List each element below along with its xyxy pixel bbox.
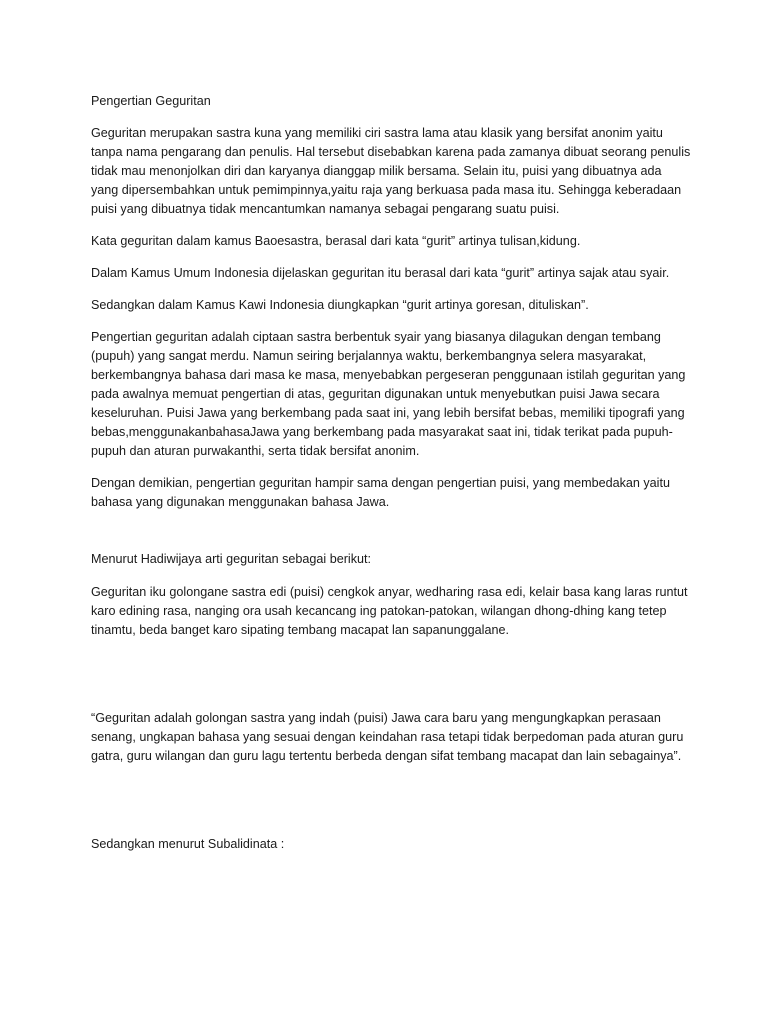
paragraph-hadiwijaya-heading: Menurut Hadiwijaya arti geguritan sebagai berikut: <box>91 552 372 566</box>
paragraph-pengertian: Pengertian geguritan adalah ciptaan sastra berbentuk syair yang biasanya dilagukan dengan tembang (pupuh) yang sangat merdu. Namun seiring berjalannya waktu, berkembangnya selera masyarakat, berkembangnya bahasa dari masa ke masa, menyebabkan pergeseran penggunaan istilah geguritan yang pada awalnya memuat pengertian di atas, geguritan digunakan untuk menyebutkan puisi Jawa secara keseluruhan. Puisi Jawa yang berkembang pada saat ini, yang lebih bersifat bebas, memiliki tipografi yang bebas,menggunakanbahasaJawa yang berkembang pada masyarakat saat ini, tidak terikat pada pupuh-pupuh dan aturan purwakanthi, serta tidak bersifat anonim. <box>91 330 686 458</box>
document-page <box>91 92 691 854</box>
paragraph-kamus-kawi: Sedangkan dalam Kamus Kawi Indonesia diungkapkan “gurit artinya goresan, dituliskan”. <box>91 298 589 312</box>
paragraph-baoesastra: Kata geguritan dalam kamus Baoesastra, berasal dari kata “gurit” artinya tulisan,kidung. <box>91 234 581 248</box>
paragraph-subalidinata-heading: Sedangkan menurut Subalidinata : <box>91 837 285 851</box>
paragraph-translation-quote: “Geguritan adalah golongan sastra yang indah (puisi) Jawa cara baru yang mengungkapkan perasaan senang, ungkapan bahasa yang sesuai dengan keindahan rasa tetapi tidak berpedoman pada aturan guru gatra, guru wilangan dan guru lagu tertentu berbeda dengan sifat tembang macapat dan lain sebagainya”. <box>91 711 684 763</box>
document-title: Pengertian Geguritan <box>91 94 211 108</box>
paragraph-kamus-umum: Dalam Kamus Umum Indonesia dijelaskan geguritan itu berasal dari kata “gurit” artinya sajak atau syair. <box>91 266 670 280</box>
paragraph-geguritan-definition: Geguritan merupakan sastra kuna yang memiliki ciri sastra lama atau klasik yang bersifat anonim yaitu tanpa nama pengarang dan penulis. Hal tersebut disebabkan karena pada zamanya dibuat seorang penulis tidak mau menonjolkan diri dan karyanya dianggap milik bersama. Selain itu, puisi yang dibuatnya ada yang dipersembahkan untuk pemimpinnya,yaitu raja yang berkuasa pada masa itu. Sehingga keberadaan puisi yang dibuatnya tidak mencantumkan namanya sebagai pengarang suatu puisi. <box>91 126 691 216</box>
paragraph-conclusion: Dengan demikian, pengertian geguritan hampir sama dengan pengertian puisi, yang membedakan yaitu bahasa yang digunakan menggunakan bahasa Jawa. <box>91 476 670 509</box>
paragraph-hadiwijaya-quote: Geguritan iku golongane sastra edi (puisi) cengkok anyar, wedharing rasa edi, kelair basa kang laras runtut karo edining rasa, nanging ora usah kecancang ing patokan-patokan, wilangan dhong-dhing kang tetep tinamtu, beda banget karo sipating tembang macapat lan sapanunggalane. <box>91 585 688 637</box>
